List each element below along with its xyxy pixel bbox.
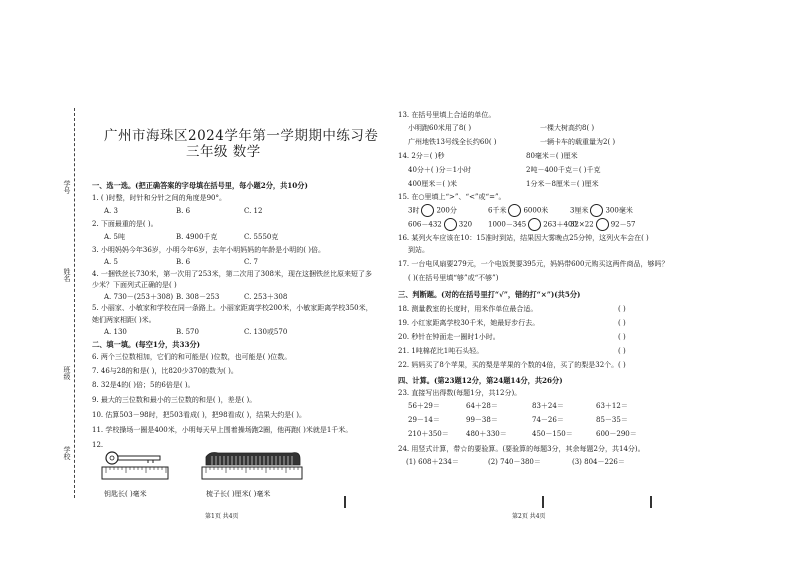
side-label-school: 学校 <box>63 446 71 460</box>
q2-option-c: C. 5550克 <box>244 233 279 241</box>
compare-circle[interactable] <box>421 204 434 217</box>
q5-option-a: A. 130 <box>104 328 127 336</box>
compare-circle[interactable] <box>444 218 457 231</box>
q2-option-b: B. 4900千克 <box>176 233 218 241</box>
section-fill-heading: 二、填一填。(每空1分，共33分) <box>92 340 201 349</box>
question-4-line2: 少米？下面列式正确的是( ) <box>92 281 177 289</box>
calc-item: 83＋24＝ <box>532 402 564 410</box>
question-5-line1: 5. 小丽家、小敏家和学校在同一条路上。小丽家距离学校200米，小敏家距离学校350米， <box>92 304 373 312</box>
question-16-line2: 到站。 <box>408 246 429 254</box>
q2-option-a: A. 5吨 <box>104 233 125 241</box>
q13-row2-b: 一辆卡车的载重量为2( ) <box>540 138 616 146</box>
q3-option-a: A. 5 <box>104 258 118 266</box>
binding-line <box>74 108 75 498</box>
q13-row1-b: 一棵大树高约8( ) <box>540 124 595 132</box>
q15-row2-b: 1000－345 263＋400 <box>488 218 577 231</box>
question-24: 24. 用竖式计算，带☆的要验算。(要验算的每题3分，其余每题2分，共14分)。 <box>398 445 645 453</box>
side-label-name: 姓名 <box>63 268 71 282</box>
question-23: 23. 直接写出得数(每题1分，共12分)。 <box>398 389 522 397</box>
q24-item-3: (3) 804－226＝ <box>572 458 625 466</box>
question-14: 14. 2分＝( )秒 <box>398 152 445 160</box>
q14-row1-b: 80毫米＝( )厘米 <box>526 152 578 160</box>
question-19: 19. 小红家距离学校30千米，她最好步行去。 <box>398 319 540 327</box>
compare-circle[interactable] <box>508 204 521 217</box>
question-10: 10. 估算503－98时，把503看成( )，把98看成( )，结果大约是( )。 <box>92 411 306 419</box>
page-subtitle: 三年级 数学 <box>186 144 261 160</box>
q14-row3-b: 1分米－8厘米＝( )厘米 <box>526 180 599 188</box>
comb-length-caption: 梳子长( )厘米( )毫米 <box>206 490 271 498</box>
q1-option-b: B. 6 <box>176 207 191 215</box>
calc-item: 85－35＝ <box>596 416 628 424</box>
q18-answer-box[interactable]: ( ) <box>618 305 626 313</box>
q15-row1-b: 6千米 6000米 <box>488 204 548 217</box>
q4-option-a: A. 730－(253＋308) <box>104 293 174 301</box>
side-label-student-id: 学号 <box>63 180 71 194</box>
question-4-line1: 4. 一捆铁丝长730米，第一次用了253米，第二次用了308米，现在这捆铁丝比原来短了多 <box>92 270 372 278</box>
calc-item: 56＋29＝ <box>408 402 440 410</box>
q19-answer-box[interactable]: ( ) <box>618 319 626 327</box>
scan-mark-right-2 <box>650 496 652 508</box>
q15-row1-c: 3厘米 300毫米 <box>570 204 633 217</box>
question-12: 12. <box>92 441 104 449</box>
q15-row2-a: 606－432 320 <box>408 218 472 231</box>
question-15: 15. 在○里填上“>”、“<”或“=”。 <box>398 193 506 201</box>
q14-row3-a: 400厘米＝( )米 <box>408 180 458 188</box>
question-20: 20. 秒针在钟面走一圈时1小时。 <box>398 333 500 341</box>
calc-item: 29－14＝ <box>408 416 440 424</box>
section-judge-heading: 三、判断题。(对的在括号里打“√”，错的打“×”)(共5分) <box>398 290 581 299</box>
q24-item-1: (1) 608＋234＝ <box>406 458 459 466</box>
compare-circle[interactable] <box>596 218 609 231</box>
calc-item: 74－26＝ <box>532 416 564 424</box>
q5-option-b: B. 570 <box>176 328 199 336</box>
calc-item: 450－150＝ <box>532 430 573 438</box>
q21-answer-box[interactable]: ( ) <box>618 347 626 355</box>
question-2: 2. 下面最重的是( )。 <box>92 220 158 228</box>
q13-row2-a: 广州地铁13号线全长约60( ) <box>408 138 497 146</box>
q3-option-b: B. 6 <box>176 258 191 266</box>
question-18: 18. 测量教室的长度时，用米作单位最合适。 <box>398 305 538 313</box>
question-16: 16. 某列火车应该在10：15准时到站，结果因大雾晚点25分钟，这列火车会在( ) <box>398 234 649 242</box>
question-11: 11. 学校操场一圈是400米，小明每天早上围着操场跑2圈，他再跑( )米就是1千米。 <box>92 426 353 434</box>
question-21: 21. 1吨棉花比1吨石头轻。 <box>398 347 484 355</box>
q1-option-c: C. 12 <box>244 207 263 215</box>
q24-item-2: (2) 740－380＝ <box>488 458 541 466</box>
q20-answer-box[interactable]: ( ) <box>618 333 626 341</box>
section-choice-heading: 一、选一选。(把正确答案的字母填在括号里，每小题2分，共10分) <box>92 181 308 190</box>
q5-option-c: C. 130或570 <box>244 328 288 336</box>
calc-item: 99－38＝ <box>466 416 498 424</box>
comb-ruler-figure <box>200 447 304 489</box>
key-length-caption: 钥匙长( )毫米 <box>104 490 147 498</box>
compare-circle[interactable] <box>590 204 603 217</box>
scan-mark-right-1 <box>542 496 544 508</box>
question-7: 7. 46与28的和是( )，比820少370的数为( )。 <box>92 367 238 375</box>
question-9: 9. 最大的三位数和最小的三位数的和是( )，差是( )。 <box>92 396 257 404</box>
key-ruler-figure <box>100 449 170 489</box>
compare-circle[interactable] <box>528 218 541 231</box>
question-6: 6. 两个三位数相加，它们的和可能是( )位数，也可能是( )位数。 <box>92 353 292 361</box>
question-1: 1. ( )时整，时针和分针之间的角度是90°。 <box>92 194 226 202</box>
calc-item: 64＋28＝ <box>466 402 498 410</box>
page-title: 广州市海珠区2024学年第一学期期中练习卷 <box>104 128 379 144</box>
q15-row2-c: 32×22 92－57 <box>570 218 636 231</box>
q4-option-b: B. 308－253 <box>176 293 220 301</box>
scan-mark-left <box>344 496 346 508</box>
q22-answer-box[interactable]: ( ) <box>618 361 626 369</box>
question-5-line2: 她们两家相距( )米。 <box>92 316 156 324</box>
calc-item: 63＋12＝ <box>596 402 628 410</box>
calc-item: 480＋330＝ <box>466 430 507 438</box>
q13-row1-a: 小明跑60米用了8( ) <box>408 124 472 132</box>
q14-row2-b: 2吨－400千克＝( )千克 <box>526 166 601 174</box>
question-13: 13. 在括号里填上合适的单位。 <box>398 111 496 119</box>
question-17-line2: ( )(在括号里填“够”或“不够”) <box>408 274 499 282</box>
calc-item: 600－290＝ <box>596 430 637 438</box>
q15-row1-a: 3时 200分 <box>408 204 457 217</box>
q14-row2-a: 40分＋( )分＝1小时 <box>408 166 472 174</box>
page-footer-right: 第2页 共4页 <box>512 513 546 520</box>
question-8: 8. 32是4的( )倍；5的6倍是( )。 <box>92 381 195 389</box>
question-3: 3. 小明妈妈今年36岁，小明今年6岁，去年小明妈妈的年龄是小明的( )倍。 <box>92 246 325 254</box>
side-label-class: 班级 <box>63 366 71 380</box>
question-22: 22. 妈妈买了8个苹果，买的梨是苹果的个数的4倍，买了的梨是32个。 <box>398 361 619 369</box>
page-footer-left: 第1页 共4页 <box>205 513 239 520</box>
section-calc-heading: 四、计算。(第23题12分，第24题14分，共26分) <box>398 376 563 385</box>
question-17: 17. 一台电风扇要279元，一个电饭煲要395元，妈妈带600元购买这两件商品，够吗？ <box>398 260 669 268</box>
calc-item: 210＋350＝ <box>408 430 449 438</box>
q4-option-c: C. 253＋308 <box>244 293 288 301</box>
q1-option-a: A. 3 <box>104 207 118 215</box>
q3-option-c: C. 7 <box>244 258 259 266</box>
